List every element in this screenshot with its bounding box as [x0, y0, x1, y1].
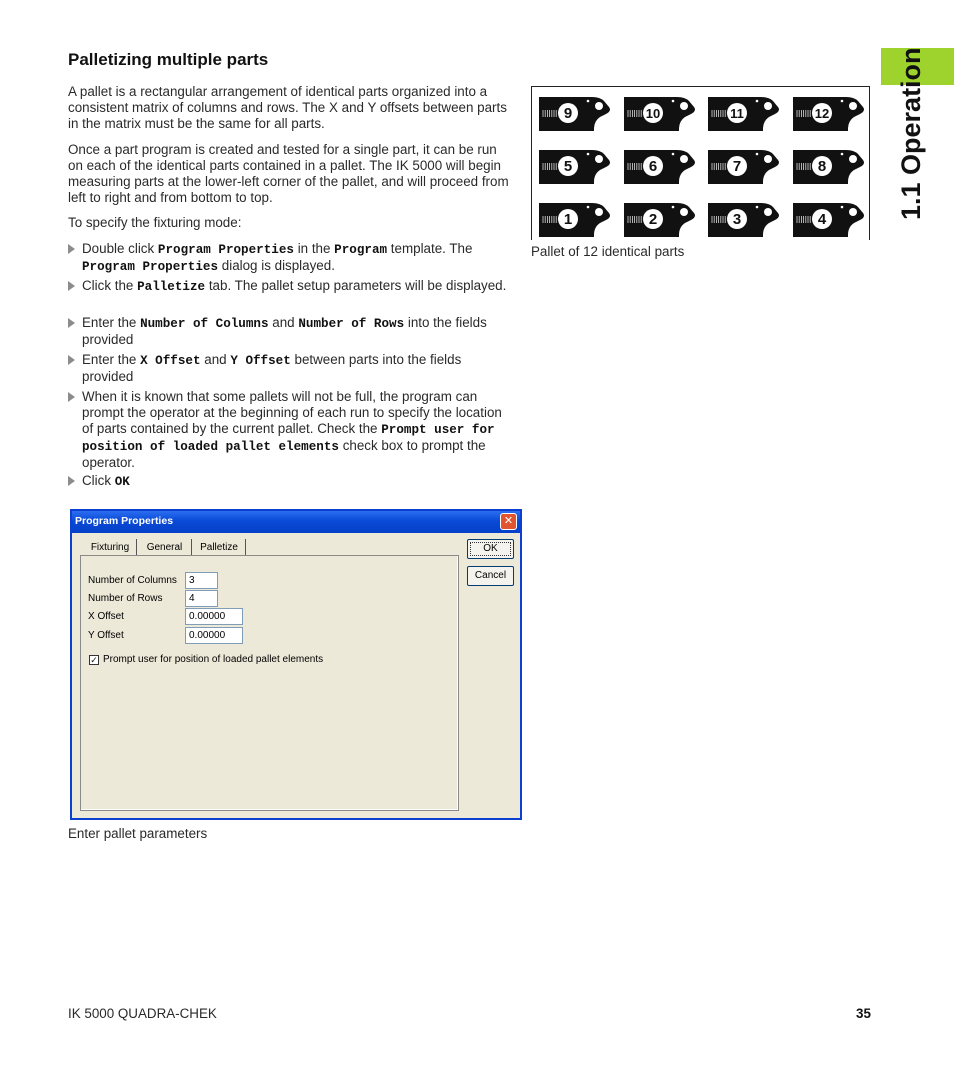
- pallet-figure: [531, 86, 870, 240]
- part-shape-icon: [790, 201, 866, 239]
- step-item: Click OK: [68, 473, 514, 490]
- x-offset-field[interactable]: 0.00000: [185, 608, 243, 625]
- rows-label: Number of Rows: [88, 593, 163, 604]
- section-tab: [896, 47, 936, 220]
- bullet-arrow-icon: [68, 392, 75, 402]
- palletize-panel: [80, 555, 459, 811]
- program-properties-dialog: [70, 509, 522, 820]
- part-number: 12: [814, 106, 829, 121]
- bullet-arrow-icon: [68, 318, 75, 328]
- bullet-arrow-icon: [68, 476, 75, 486]
- prompt-checkbox-label[interactable]: Prompt user for position of loaded pallet elements: [103, 654, 324, 665]
- part-number: 5: [563, 158, 573, 175]
- pallet-part: [536, 201, 612, 239]
- page-number: 35: [856, 1006, 871, 1021]
- part-number: 3: [732, 211, 742, 228]
- pallet-part: [790, 201, 866, 239]
- program-paragraph: Once a part program is created and tested for a single part, it can be run on each of the identical parts contained in a pallet. The IK 5000 will begin measuring parts at the lower-left corner of the pallet, and will proceed from left to right and from bottom to top.: [68, 142, 509, 205]
- figure-caption: Pallet of 12 identical parts: [531, 244, 685, 259]
- part-number: 7: [732, 158, 742, 175]
- tab-palletize[interactable]: Palletize: [193, 539, 246, 557]
- part-number: 8: [817, 158, 826, 175]
- part-number: 2: [648, 211, 657, 228]
- part-shape-icon: [536, 201, 612, 239]
- pallet-part: [536, 95, 612, 133]
- x-offset-label: X Offset: [88, 611, 124, 622]
- tab-general[interactable]: General: [138, 539, 192, 557]
- prompt-checkbox[interactable]: ✓: [90, 655, 98, 665]
- pallet-part: [790, 95, 866, 133]
- part-shape-icon: [790, 148, 866, 186]
- part-shape-icon: [705, 201, 781, 239]
- y-offset-field[interactable]: 0.00000: [185, 627, 243, 644]
- part-number: 11: [730, 106, 744, 121]
- dialog-caption: Enter pallet parameters: [68, 826, 208, 841]
- part-shape-icon: [621, 95, 697, 133]
- y-offset-label: Y Offset: [88, 630, 124, 641]
- ok-button[interactable]: OK: [467, 539, 514, 559]
- columns-field[interactable]: 3: [185, 572, 218, 589]
- pallet-part: [621, 201, 697, 239]
- close-icon[interactable]: ✕: [500, 513, 517, 530]
- step-item: When it is known that some pallets will not be full, the program can prompt the operator at the beginning of each run to specify the location of parts contained by the current pallet. Check the Prompt user for position of loaded pallet elements check box to prompt the operator.: [68, 389, 514, 471]
- rows-field[interactable]: 4: [185, 590, 218, 607]
- columns-label: Number of Columns: [88, 575, 177, 586]
- bullet-arrow-icon: [68, 244, 75, 254]
- part-number: 1: [563, 211, 573, 228]
- step-item: Click the Palletize tab. The pallet setup parameters will be displayed.: [68, 278, 514, 295]
- part-shape-icon: [536, 148, 612, 186]
- part-shape-icon: [705, 148, 781, 186]
- dialog-title: Program Properties: [75, 515, 174, 527]
- footer-product: IK 5000 QUADRA-CHEK: [68, 1006, 217, 1021]
- tab-fixturing[interactable]: Fixturing: [84, 539, 137, 557]
- part-shape-icon: [536, 95, 612, 133]
- part-shape-icon: [621, 148, 697, 186]
- pallet-part: [790, 148, 866, 186]
- step-item: Enter the Number of Columns and Number of Rows into the fields provided: [68, 315, 514, 348]
- pallet-part: [621, 95, 697, 133]
- intro-paragraph: A pallet is a rectangular arrangement of identical parts organized into a consistent matrix of columns and rows. The X and Y offsets between parts in the matrix must be the same for all parts.: [68, 84, 507, 131]
- section-tab-label: 1.1 Operation: [896, 47, 926, 220]
- pallet-part: [621, 148, 697, 186]
- instruction-lead: To specify the fixturing mode:: [68, 215, 242, 230]
- part-number: 9: [563, 105, 573, 122]
- part-number: 6: [648, 158, 657, 175]
- part-shape-icon: [705, 95, 781, 133]
- part-shape-icon: [621, 201, 697, 239]
- step-item: Double click Program Properties in the Program template. The Program Properties dialog is displayed.: [68, 241, 514, 275]
- bullet-arrow-icon: [68, 281, 75, 291]
- part-shape-icon: [790, 95, 866, 133]
- pallet-part: [536, 148, 612, 186]
- cancel-button[interactable]: Cancel: [467, 566, 514, 586]
- part-number: 10: [645, 106, 660, 121]
- bullet-arrow-icon: [68, 355, 75, 365]
- pallet-part: [705, 201, 781, 239]
- part-number: 4: [817, 211, 826, 228]
- pallet-part: [705, 95, 781, 133]
- dialog-titlebar[interactable]: [72, 511, 520, 533]
- section-heading: Palletizing multiple parts: [68, 50, 269, 69]
- pallet-part: [705, 148, 781, 186]
- step-item: Enter the X Offset and Y Offset between parts into the fields provided: [68, 352, 514, 385]
